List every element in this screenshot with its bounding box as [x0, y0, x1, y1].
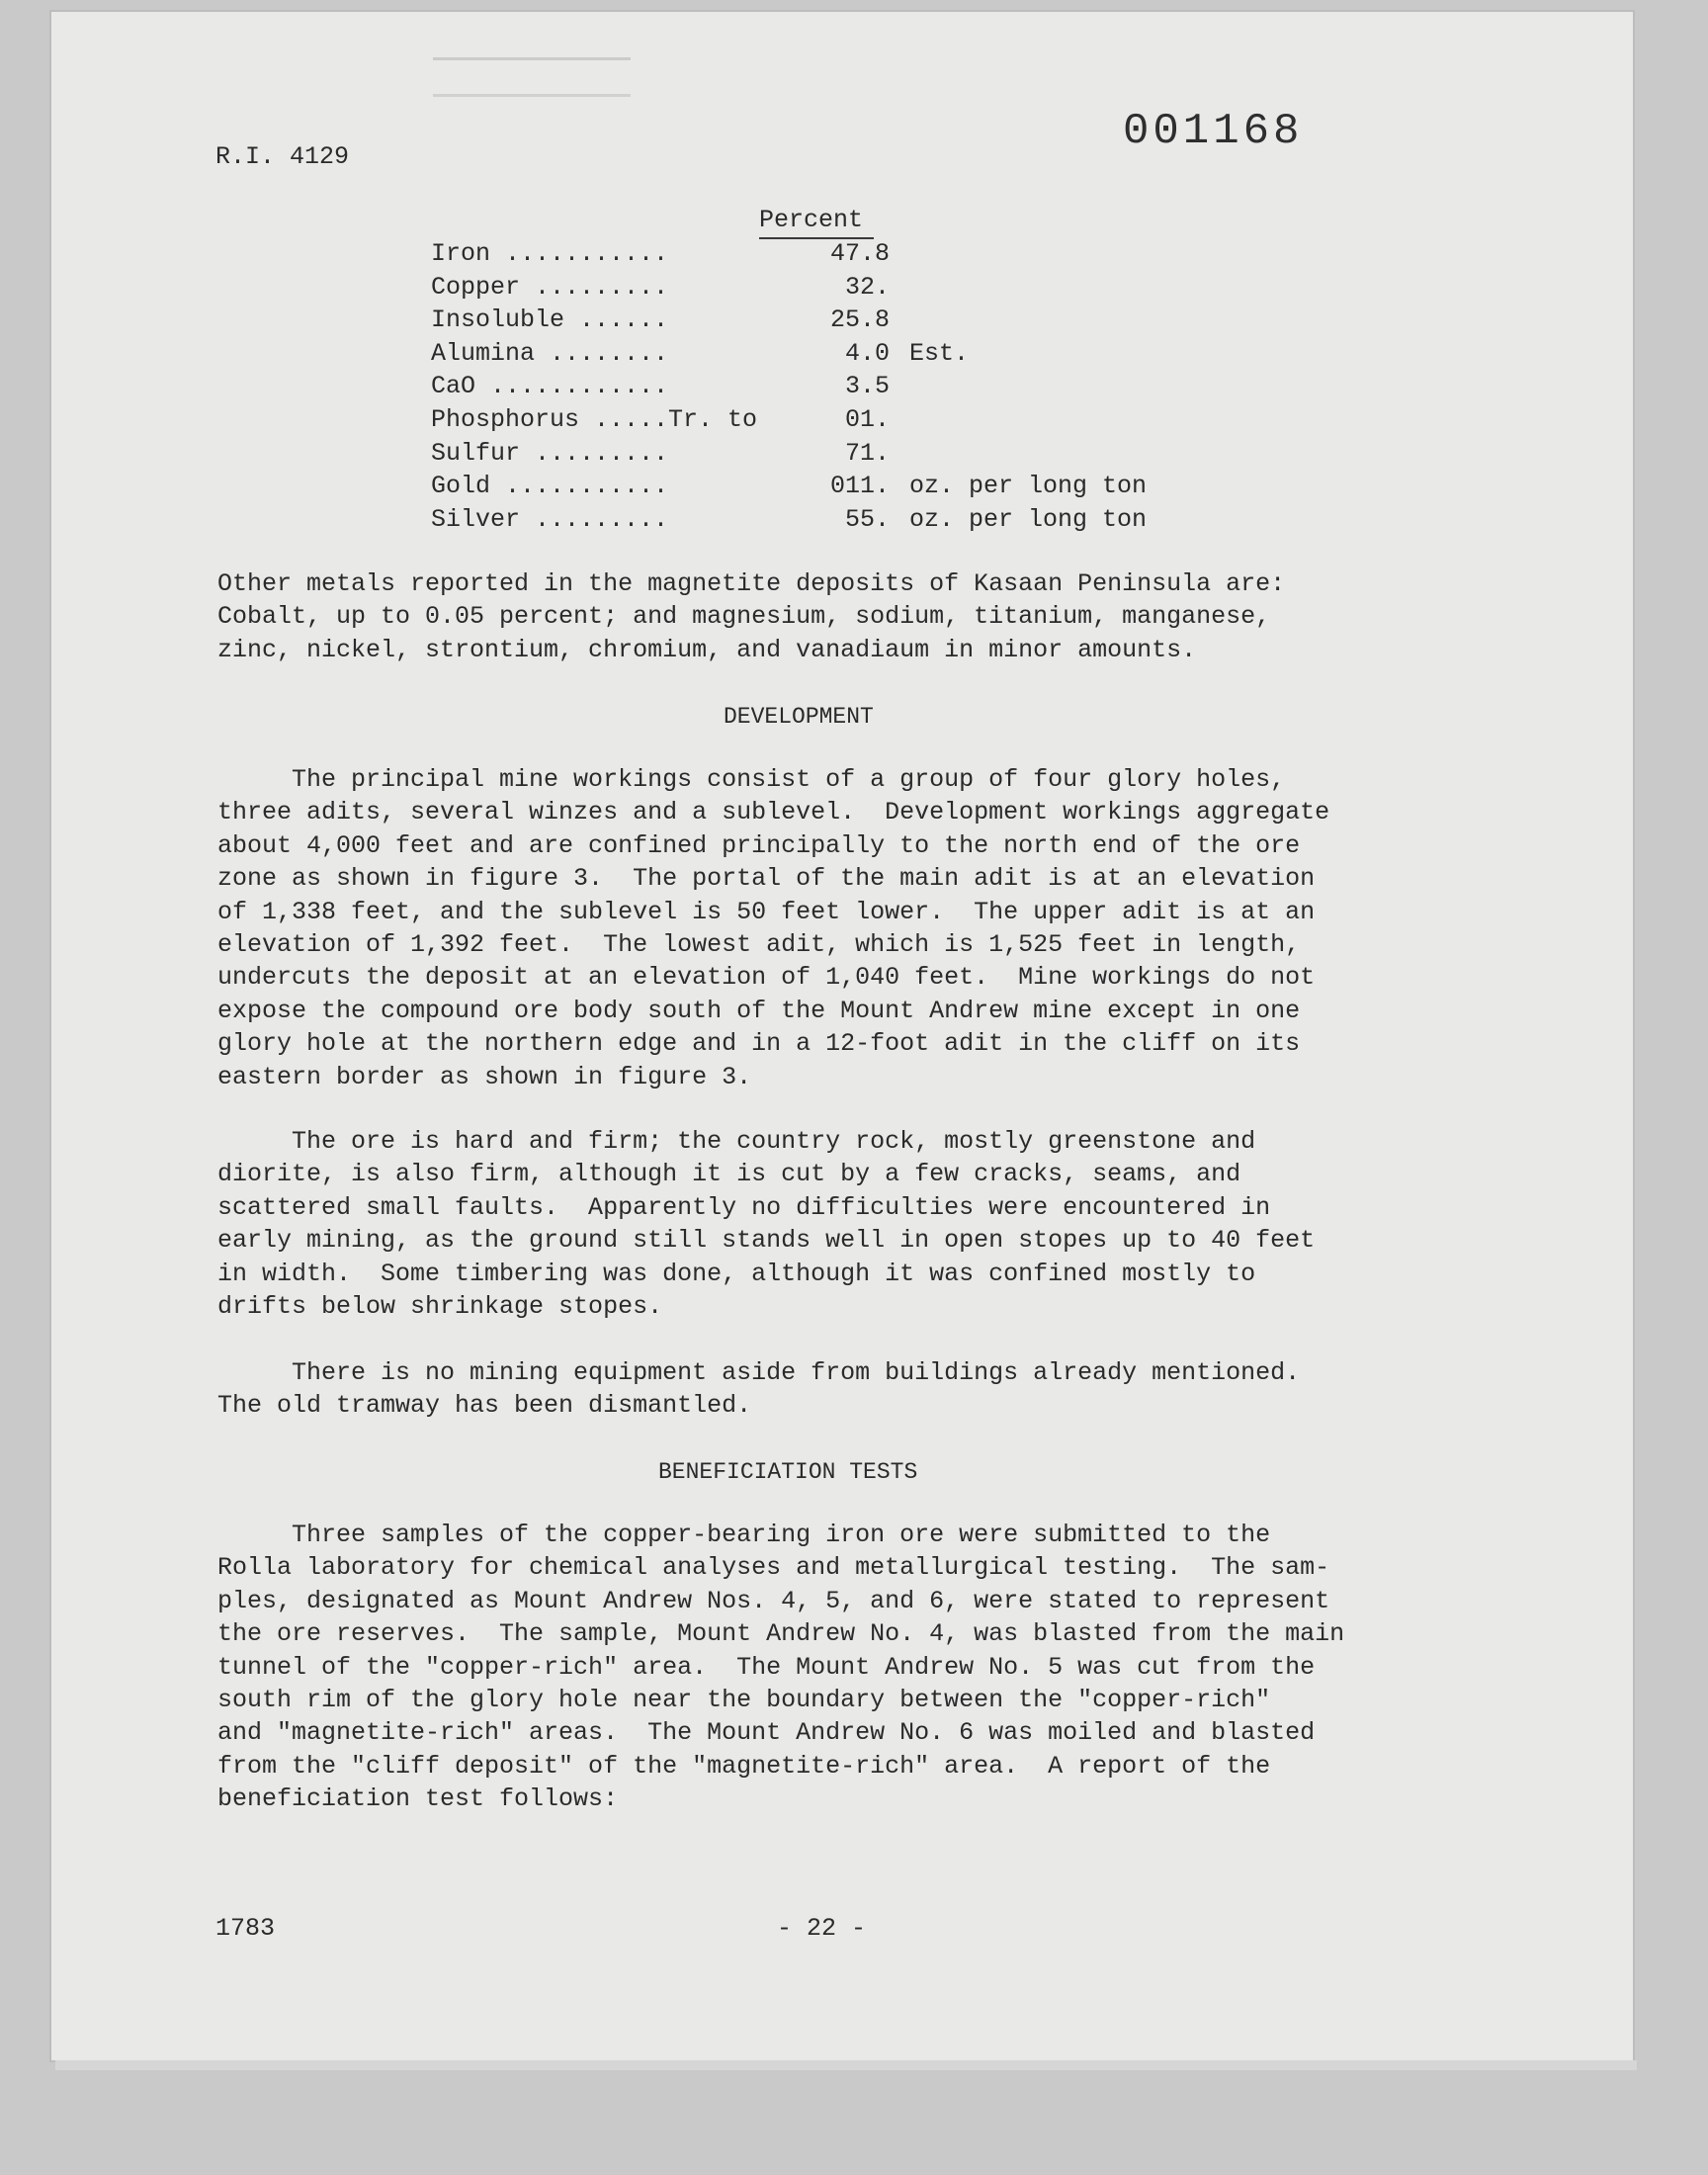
table-row — [431, 304, 1380, 336]
text-line: from the "cliff deposit" of the "magnetite-rich" area. A report of the — [217, 1751, 1271, 1781]
text-line: in width. Some timbering was done, although it was confined mostly to — [217, 1259, 1256, 1288]
element-value: 47.8 — [829, 239, 890, 268]
text-line: expose the compound ore body south of the Mount Andrew mine except in one — [217, 996, 1301, 1025]
table-row — [431, 403, 1380, 436]
development-paragraph-1 — [217, 763, 1473, 1093]
element-value: .55 — [844, 504, 890, 534]
text-line: early mining, as the ground still stands well in open stopes up to 40 feet — [217, 1226, 1316, 1256]
element-value: .71 — [844, 438, 890, 468]
text-line: Cobalt, up to 0.05 percent; and magnesium, sodium, titanium, manganese, — [217, 602, 1271, 632]
text-line: zone as shown in figure 3. The portal of the main adit is at an elevation — [217, 864, 1316, 894]
text-line: beneficiation test follows: — [217, 1784, 619, 1814]
other-metals-paragraph — [217, 567, 1473, 666]
text-line: ples, designated as Mount Andrew Nos. 4, 5, and 6, were stated to represent — [217, 1586, 1330, 1615]
table-column-header: Percent — [759, 206, 864, 234]
element-value: 4.0 — [844, 338, 890, 368]
table-row — [431, 370, 1380, 402]
element-value: 3.5 — [844, 372, 890, 401]
text-line: Rolla laboratory for chemical analyses and metallurgical testing. The sam- — [217, 1553, 1330, 1583]
element-name: Iron ........... — [431, 239, 669, 268]
element-name: CaO ............ — [431, 372, 669, 401]
text-line: The ore is hard and firm; the country rock, mostly greenstone and — [217, 1127, 1256, 1156]
beneficiation-paragraph — [217, 1519, 1473, 1816]
text-line: undercuts the deposit at an elevation of 1,040 feet. Mine workings do not — [217, 963, 1316, 993]
text-line: The old tramway has been dismantled. — [217, 1391, 752, 1421]
development-heading: DEVELOPMENT — [724, 704, 874, 730]
element-note: Est. — [909, 338, 970, 368]
text-line: The principal mine workings consist of a group of four glory holes, — [217, 765, 1286, 794]
element-value: .32 — [844, 272, 890, 302]
text-line: elevation of 1,392 feet. The lowest adit, which is 1,525 feet in length, — [217, 930, 1301, 960]
table-row — [431, 271, 1380, 304]
element-name: Sulfur ......... — [431, 438, 669, 468]
text-line: tunnel of the "copper-rich" area. The Mount Andrew No. 5 was cut from the — [217, 1652, 1316, 1682]
page-stamp-number: 001168 — [1123, 107, 1304, 156]
element-name: Copper ......... — [431, 272, 669, 302]
text-line: drifts below shrinkage stopes. — [217, 1292, 663, 1322]
text-line: There is no mining equipment aside from buildings already mentioned. — [217, 1358, 1301, 1387]
text-line: three adits, several winzes and a sublevel. Development workings aggregate — [217, 798, 1330, 827]
table-row — [431, 503, 1380, 536]
text-line: diorite, is also firm, although it is cut by a few cracks, seams, and — [217, 1160, 1241, 1189]
element-name: Alumina ........ — [431, 338, 669, 368]
table-row — [431, 470, 1380, 502]
element-name: Phosphorus .....Tr. to — [431, 405, 758, 434]
text-line: about 4,000 feet and are confined principally to the north end of the ore — [217, 830, 1301, 860]
text-line: and "magnetite-rich" areas. The Mount Andrew No. 6 was moiled and blasted — [217, 1718, 1316, 1748]
footer-code: 1783 — [215, 1914, 276, 1943]
text-line: south rim of the glory hole near the boundary between the "copper-rich" — [217, 1686, 1271, 1715]
element-value: .011 — [829, 472, 890, 501]
bleed-through-mark — [413, 51, 631, 101]
text-line: scattered small faults. Apparently no difficulties were encountered in — [217, 1192, 1271, 1222]
table-row — [431, 337, 1380, 370]
development-paragraph-3 — [217, 1356, 1473, 1423]
text-line: glory hole at the northern edge and in a 12-foot adit in the cliff on its — [217, 1029, 1301, 1059]
text-line: of 1,338 feet, and the sublevel is 50 feet lower. The upper adit is at an — [217, 897, 1316, 926]
element-value: 25.8 — [829, 305, 890, 335]
element-name: Gold ........... — [431, 472, 669, 501]
text-line: Three samples of the copper-bearing iron ore were submitted to the — [217, 1521, 1271, 1549]
element-name: Silver ......... — [431, 504, 669, 534]
text-line: the ore reserves. The sample, Mount Andrew No. 4, was blasted from the main — [217, 1619, 1345, 1649]
table-row — [431, 237, 1380, 270]
page-edge-shadow — [55, 2060, 1637, 2070]
text-line: zinc, nickel, strontium, chromium, and vanadiaum in minor amounts. — [217, 635, 1197, 664]
page-number: - 22 - — [777, 1914, 867, 1943]
element-name: Insoluble ...... — [431, 305, 669, 335]
development-paragraph-2 — [217, 1125, 1473, 1323]
table-row — [431, 437, 1380, 470]
report-id: R.I. 4129 — [215, 142, 350, 171]
element-value: .01 — [844, 405, 890, 434]
beneficiation-heading: BENEFICIATION TESTS — [658, 1459, 918, 1485]
element-note: oz. per long ton — [909, 504, 1148, 534]
element-note: oz. per long ton — [909, 472, 1148, 501]
text-line: Other metals reported in the magnetite deposits of Kasaan Peninsula are: — [217, 569, 1286, 598]
text-line: eastern border as shown in figure 3. — [217, 1062, 752, 1091]
